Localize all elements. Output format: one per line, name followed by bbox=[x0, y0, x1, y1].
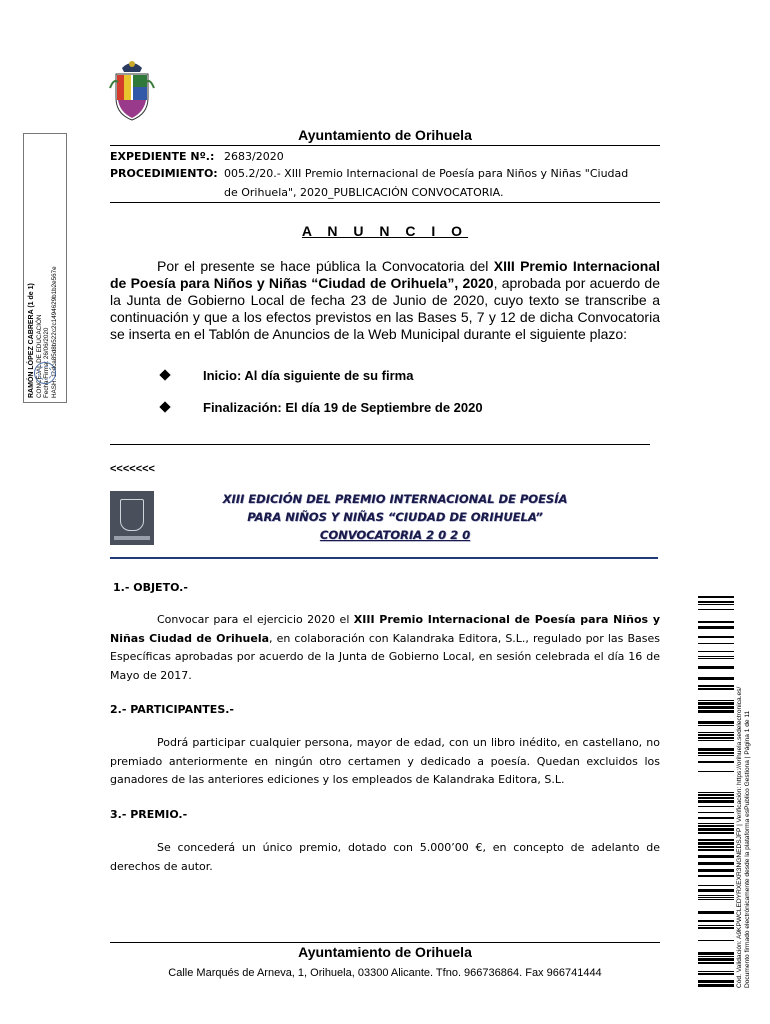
section-2-title: 2.- PARTICIPANTES.- bbox=[110, 703, 234, 716]
s1-a: Convocar para el ejercicio 2020 el bbox=[157, 613, 354, 626]
section-2-text: Podrá participar cualquier persona, mayor de edad, con un libro inédito, en castellano, no premiado anteriormente en ningún otro certamen y dedicado a poesía. Quedan excluidos los ganadores de las anteriores ediciones y los empleados de Kalandraka Editora, S.L. bbox=[110, 736, 660, 786]
section-3-text: Se concederá un único premio, dotado con 5.000’00 €, en concepto de adelanto de derechos de autor. bbox=[110, 841, 660, 873]
signature-date: Fecha Firma: 26/06/2020 bbox=[43, 327, 51, 398]
s1-b: XIII Premio Internacional de Poesía para Niños y Niñas Ciudad de Orihuela bbox=[110, 613, 660, 645]
signature-hash: HASH: 1cdca85d8b522c2c1494629b1b2e567e bbox=[50, 266, 58, 398]
anuncio-intro: Por el presente se hace pública la Convocatoria del bbox=[157, 258, 494, 274]
convocatoria-heading-2: PARA NIÑOS Y NIÑAS “CIUDAD DE ORIHUELA” bbox=[247, 510, 543, 524]
anuncio-rest: , aprobada por acuerdo de la Junta de Gobierno Local de fecha 23 de Junio de 2020, cuyo texto se transcribe a continuación y que a los efectos previstos en las Bases 5, 7 y 12 de dicha Convocatoria se inserta en el Tablón de Anuncios de la Web Municipal durante el siguiente plazo: bbox=[110, 275, 660, 342]
anuncio-award-name: XIII Premio Internacional de Poesía para Niños y Niñas “Ciudad de Orihuela”, 2020 bbox=[110, 258, 660, 291]
expediente-label: EXPEDIENTE Nº.: bbox=[110, 150, 215, 163]
section-1-title: 1.- OBJETO.- bbox=[113, 581, 188, 594]
section-3-title: 3.- PREMIO.- bbox=[110, 808, 188, 821]
verification-line1: Cód. Validación: A9KPWCLEDYRXEXR3NGNEDSJFP | Verificación: https://orihuela.sedelectronica.es/ bbox=[736, 686, 743, 988]
barcode-icon bbox=[698, 596, 734, 988]
expediente-value: 2683/2020 bbox=[224, 150, 284, 163]
verification-line2: Documento firmado electrónicamente desde la plataforma esPublico Gestiona | Página 1 de 11 bbox=[744, 710, 751, 988]
procedimiento-label: PROCEDIMIENTO: bbox=[110, 167, 218, 180]
footer-title: Ayuntamiento de Orihuela bbox=[298, 944, 472, 960]
seal-inner-icon bbox=[38, 366, 52, 380]
footer-rule bbox=[110, 942, 660, 943]
header-rule bbox=[110, 145, 660, 146]
edition-logo-shield-icon bbox=[120, 499, 144, 531]
separator-line bbox=[110, 444, 650, 445]
s1-c: , en colaboración con Kalandraka Editora, S.L., regulado por las Bases Específicas aprobadas por acuerdo de la Junta de Gobierno Local, en sesión celebrada el día 16 de Mayo de 2017. bbox=[110, 631, 660, 682]
procedimiento-line1: 005.2/20.- XIII Premio Internacional de Poesía para Niños y Niñas "Ciudad bbox=[224, 167, 629, 180]
verification-text bbox=[736, 596, 766, 988]
signer-role: CONCEJAL DE EDUCACIÓN bbox=[35, 314, 43, 398]
bullet-finalizacion: Finalización: El día 19 de Septiembre de 2020 bbox=[203, 400, 483, 415]
organization-title: Ayuntamiento de Orihuela bbox=[298, 127, 472, 143]
anuncio-title: A N U N C I O bbox=[301, 223, 469, 239]
footer-address: Calle Marqués de Arneva, 1, Orihuela, 03300 Alicante. Tfno. 966736864. Fax 966741444 bbox=[168, 967, 602, 979]
edition-logo-bar bbox=[114, 536, 150, 540]
procedimiento-line2: de Orihuela", 2020_PUBLICACIÓN CONVOCATORIA. bbox=[224, 186, 504, 199]
section-1-text bbox=[110, 611, 660, 685]
meta-rule bbox=[110, 202, 660, 203]
verification-box bbox=[736, 596, 766, 988]
convocatoria-rule bbox=[110, 557, 658, 559]
convocatoria-heading-1: XIII EDICIÓN DEL PREMIO INTERNACIONAL DE POESÍA bbox=[222, 492, 568, 506]
diamond-bullet-icon bbox=[159, 369, 170, 380]
coat-of-arms-logo bbox=[108, 58, 156, 122]
bullet-inicio: Inicio: Al día siguiente de su firma bbox=[203, 368, 414, 383]
diamond-bullet-icon bbox=[159, 401, 170, 412]
signer-name: RAMÓN LÓPEZ CABRERA (1 de 1) bbox=[28, 283, 35, 398]
convocatoria-heading-3: CONVOCATORIA 2 0 2 0 bbox=[319, 528, 471, 542]
anuncio-paragraph bbox=[110, 258, 660, 343]
marker-text: <<<<<<< bbox=[110, 463, 155, 475]
